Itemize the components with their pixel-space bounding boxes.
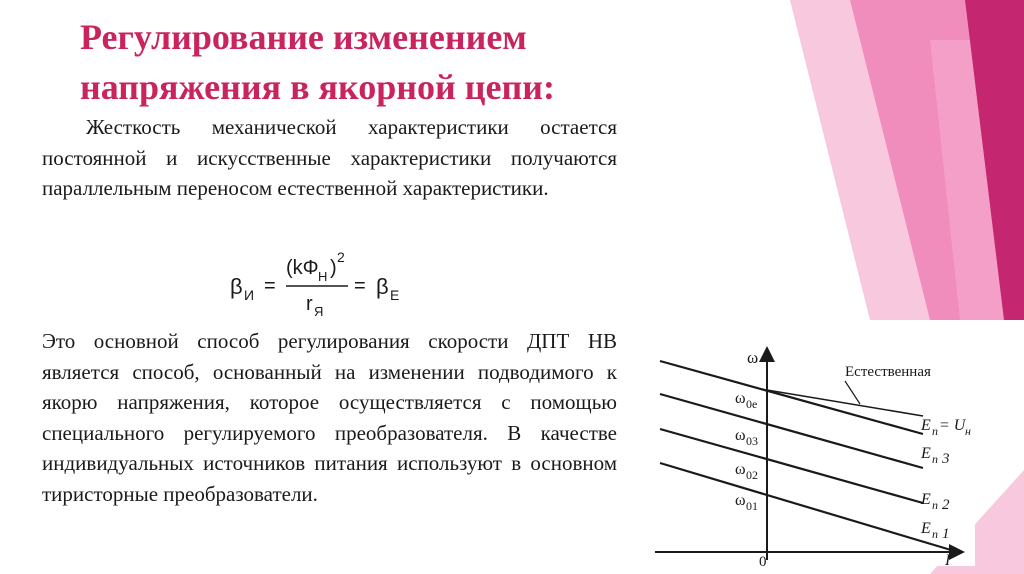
slide-title [80,12,720,112]
formula-numerator: (kΦ [286,257,319,279]
svg-text:0е: 0е [746,397,758,411]
svg-text:п: п [932,527,938,541]
svg-text:E: E [921,445,931,462]
svg-text:03: 03 [746,434,758,448]
speed-characteristics-diagram [655,336,975,566]
svg-text:01: 01 [746,499,758,513]
svg-text:ω: ω [735,427,746,444]
svg-text:E: E [921,491,931,508]
svg-text:3: 3 [942,451,950,467]
svg-text:E: E [921,417,931,434]
paragraph-stiffness: Жесткость механической характеристики остается постоянной и искусственные характеристики получаются параллельным переносом естественной характеристики. [42,115,617,201]
svg-text:= U: = U [939,417,966,434]
formula-lhs: β [230,274,243,299]
formula-exponent: 2 [337,249,345,265]
formula-numerator-sub: Н [318,269,328,284]
natural-label: Естественная [845,364,931,380]
svg-text:ω: ω [735,492,746,509]
formula-beta [230,248,430,318]
formula-rhs-sub: Е [390,287,400,303]
svg-text:ω: ω [735,390,746,407]
formula-equals-2: = [354,275,366,297]
svg-text:02: 02 [746,468,758,482]
formula-denominator-sub: Я [314,304,324,318]
formula-equals-1: = [264,275,276,297]
svg-text:п: п [932,498,938,512]
x-axis-label: I [945,552,951,566]
y-axis-label: ω [747,348,759,367]
formula-lhs-sub: И [244,287,255,303]
svg-text:ω: ω [735,461,746,478]
svg-text:1: 1 [942,526,950,542]
formula-denominator: r [306,293,313,315]
paragraph-method: Это основной способ регулирования скорости ДПТ НВ является способ, основанный на изменении подводимого к якорю напряжения, которое осуществляется с помощью специального регулируемого преобразователя. В качестве индивидуальных источников питания используют в основном тиристорные преобразователи. [42,329,617,506]
svg-text:п: п [932,452,938,466]
formula-rhs: β [376,274,389,299]
svg-text:п: п [932,424,938,438]
origin-label: 0 [759,554,767,566]
svg-text:н: н [965,424,971,438]
svg-text:E: E [921,520,931,537]
formula-numerator-close: ) [330,257,337,279]
title-line-2: напряжения в якорной цепи: [80,67,555,107]
svg-text:2: 2 [942,497,950,513]
title-line-1: Регулирование изменением [80,17,527,57]
